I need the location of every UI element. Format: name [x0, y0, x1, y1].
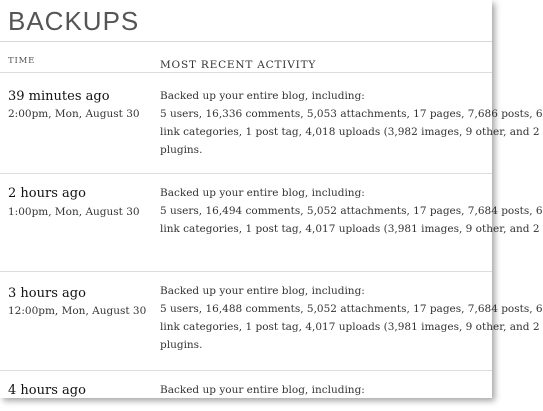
page-title: BACKUPS: [8, 6, 140, 36]
activity-line: Backed up your entire blog, including:: [160, 285, 365, 297]
column-header-time: TIME: [8, 56, 36, 66]
backup-relative-time: 39 minutes ago: [8, 89, 110, 104]
activity-line: 5 users, 16,488 comments, 5,052 attachments, 17 pages, 7,684 posts, 6: [160, 303, 543, 315]
backup-row: [0, 73, 543, 174]
activity-line: plugins.: [160, 144, 203, 156]
backup-activity: [160, 87, 543, 159]
backup-activity: [160, 381, 365, 399]
column-header-activity: MOST RECENT ACTIVITY: [160, 59, 317, 71]
activity-line: plugins.: [160, 339, 203, 351]
activity-line: link categories, 1 post tag, 4,017 uploads (3,981 images, 9 other, and 2: [160, 321, 540, 333]
backup-timestamp: 1:00pm, Mon, August 30: [8, 206, 140, 218]
backup-activity: [160, 282, 543, 354]
activity-line: Backed up your entire blog, including:: [160, 384, 365, 396]
activity-line: 5 users, 16,336 comments, 5,053 attachments, 17 pages, 7,686 posts, 6: [160, 108, 543, 120]
activity-line: Backed up your entire blog, including:: [160, 90, 365, 102]
backup-timestamp: 12:00pm, Mon, August 30: [8, 305, 147, 317]
title-divider: [0, 41, 492, 42]
backup-row: [0, 174, 543, 272]
backup-timestamp: 2:00pm, Mon, August 30: [8, 108, 140, 120]
backup-relative-time: 4 hours ago: [8, 383, 86, 398]
backup-relative-time: 3 hours ago: [8, 286, 86, 301]
backup-relative-time: 2 hours ago: [8, 186, 86, 201]
backup-row: [0, 371, 492, 411]
backup-row: [0, 272, 543, 371]
activity-line: Backed up your entire blog, including:: [160, 187, 365, 199]
activity-line: link categories, 1 post tag, 4,017 uploads (3,981 images, 9 other, and 2: [160, 223, 540, 235]
activity-line: link categories, 1 post tag, 4,018 uploads (3,982 images, 9 other, and 2: [160, 126, 540, 138]
activity-line: 5 users, 16,494 comments, 5,052 attachments, 17 pages, 7,684 posts, 6: [160, 205, 543, 217]
backup-activity: [160, 184, 543, 238]
